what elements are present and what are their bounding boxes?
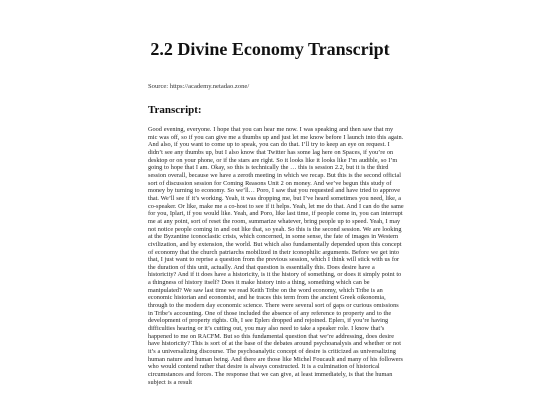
- transcript-body: Good evening, everyone. I hope that you can hear me now. I was speaking and then saw that my mic was off, so if you can give me a thumbs up and just let me know before I launch into this again. And also, if you want to come up to speak, you can do that. I’ll try to keep an eye on request. I didn’t see any thumbs up, but I also know that Twitter has some lag here on Spaces, if you’re on desktop or on your phone, or if the stars are right. So it looks like it looks like I’m audible, so I’m going to hope that I am. Okay, so this is technically the … this is session 2.2, but it is the third session overall, because we have a zeroth meeting in which we recap. But this is the second official sort of discussion session for Coming Reasons Unit 2 on money. And we’ve begun this study of money by turning to economy. So we’ll… Poro, I saw that you requested and have tried to approve that. We’ll see if it’s working. Yeah, it was dropping me, but I’ve heard sometimes you need, like, a co-speaker. Or like, make me a co-host to see if it helps. Yeah, let me do that. And I can do the same for you, Iplari, if you would like. Yeah, and Poro, like last time, if people come in, you can interrupt me at any point, sort of reset the room, summarize whatever, bring people up to speed. Yeah, I may not notice people coming in and out like that, so yeah. So this is the second session. We are looking at the Byzantine iconoclastic crisis, which concerned, in some sense, the fate of images in Western civilization, and by extension, the world. But which also fundamentally depended upon this concept of economy that the church patriarchs mobilized in their iconophilic arguments. Before we get into that, I just want to reprise a question from the previous session, which I think will stick with us for the duration of this unit, actually. And that question is essentially this. Does desire have a historicity? And if it does have a historicity, is it the history of something, or does it simply point to a thingness of history itself? Does it make history into a thing, something which can be manipulated? We saw last time we read Keith Tribe on the word economy, which Tribe is an economic historian and economist, and he traces this term from the ancient Greek oikonomia, through to the modern day economic science. There were several sort of gaps or curious omissions in Tribe’s accounting. One of those included the absence of any reference to property and to the development of property rights. Oh, I see Eplerı dropped and rejoined. Eplerı, if you’re having difficulties hearing or it’s cutting out, you may also need to take a speaker role. I know that’s happened to me on RACFM. But so this fundamental question that we’re addressing, does desire have historicity? This is sort of at the base of the debates around psychoanalysis and whether or not it’s a universalizing discourse. The psychoanalytic concept of desire is criticized as universalizing human nature and human being. And there are those like Michel Foucault and many of his followers who would contend rather that desire is always constructed. It is a culmination of historical circumstances and forces. The response that we can give, at least immediately, is that the human subject is a result: [148, 126, 404, 386]
- source-line: Source: https://academy.netadao.zone/: [148, 83, 250, 90]
- document-title: 2.2 Divine Economy Transcript: [150, 39, 390, 59]
- transcript-heading: Transcript:: [148, 104, 202, 116]
